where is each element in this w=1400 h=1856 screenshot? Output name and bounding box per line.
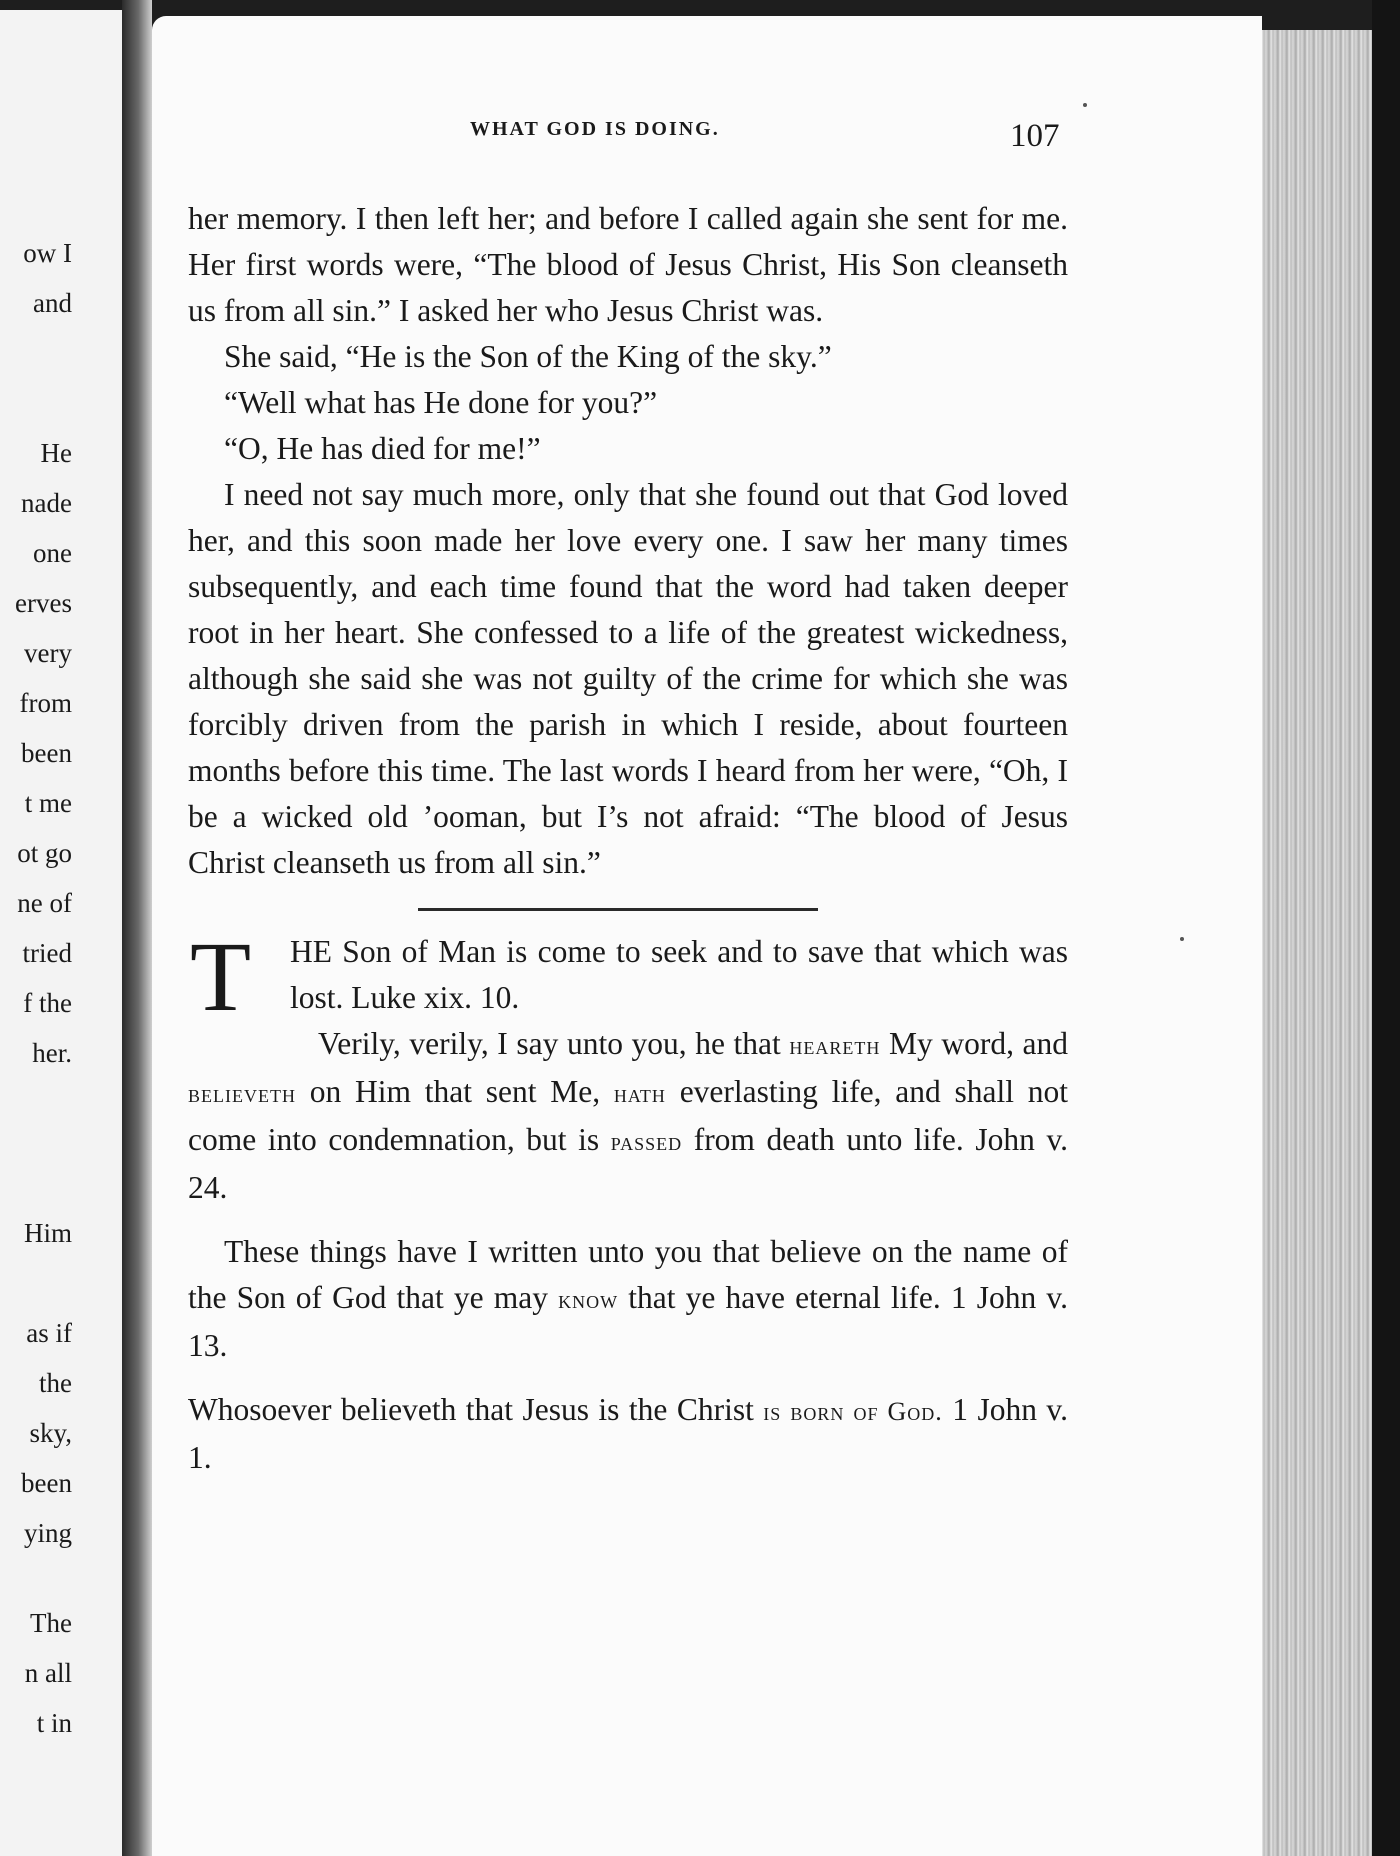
page-number: 107 (1010, 118, 1060, 154)
emphasis: is born of God. (763, 1397, 943, 1426)
emphasis: passed (610, 1127, 683, 1156)
facing-page-fragment: and (33, 288, 72, 318)
facing-page-fragment: erves (15, 588, 72, 618)
facing-page-fragment: been (21, 1468, 72, 1498)
facing-page-fragment: nade (21, 488, 72, 518)
facing-page-fragment: from (19, 688, 72, 718)
paragraph: her memory. I then left her; and before I called again she sent for me. Her first words were, “The blood of Jesus Christ, His Son cleanseth us from all sin.” I asked her who Jesus Christ was. (188, 201, 1068, 328)
facing-page-fragment: very (24, 638, 72, 668)
facing-page-fragment: as if (26, 1318, 72, 1348)
facing-page-fragment: f the (23, 988, 72, 1018)
facing-page-fragment: n all (24, 1658, 72, 1688)
paragraph: She said, “He is the Son of the King of the sky.” (224, 339, 832, 374)
verse-reference: 1 John v. 1. (188, 1392, 1069, 1475)
facing-page-fragment: tried (22, 938, 72, 968)
verse: These things have I written unto you that believe on the name of the Son of God that ye may know that ye have eternal life. 1 John v. 13. (188, 1234, 1069, 1363)
emphasis: heareth (789, 1031, 881, 1060)
facing-page-fragment: t me (24, 788, 72, 818)
facing-page-fragment: one (33, 538, 72, 568)
verse: Verily, verily, I say unto you, he that heareth My word, and believeth on Him that sent Me, hath everlasting life, and shall not come into condemnation, but is passed from death unto life. John v. 24. (188, 1026, 1069, 1205)
facing-page-fragment: the (39, 1368, 72, 1398)
page-edges (1262, 30, 1372, 1856)
paragraph: “O, He has died for me!” (224, 431, 541, 466)
verse-reference: Luke xix. 10. (351, 980, 520, 1015)
book-gutter (122, 0, 152, 1856)
speck (1180, 937, 1184, 941)
emphasis: hath (613, 1079, 666, 1108)
speck (1083, 103, 1087, 107)
facing-page-fragment: been (21, 738, 72, 768)
verse-reference: 1 John v. 13. (188, 1280, 1069, 1363)
drop-cap: T (190, 921, 252, 1032)
facing-page-fragment: ying (23, 1518, 72, 1548)
emphasis: believeth (188, 1079, 296, 1108)
paragraph: I need not say much more, only that she found out that God loved her, and this soon made her love every one. I saw her many times subsequently, and each time found that the word had taken deeper root in her heart. She confessed to a life of the greatest wickedness, although she said she was not guilty of the crime for which she was forcibly driven from the parish in which I reside, about fourteen months before this time. The last words I heard from her were, “Oh, I be a wicked old ’ooman, but I’s not afraid: “The blood of Jesus Christ cleanseth us from all sin.” (188, 477, 1068, 880)
section-divider (418, 908, 818, 911)
facing-page-fragment: sky, (29, 1418, 72, 1448)
facing-page (0, 10, 122, 1856)
verse: Whosoever believeth that Jesus is the Christ is born of God. 1 John v. 1. (188, 1392, 1069, 1475)
page-body (188, 196, 1068, 1481)
verse-text: HE Son of Man is come to seek and to save that which was lost. (290, 934, 1068, 1015)
facing-page-fragment: t in (36, 1708, 72, 1738)
verse (290, 929, 1068, 1021)
facing-page-fragment: He (40, 438, 72, 468)
facing-page-fragment: Him (23, 1218, 72, 1248)
facing-page-fragment: ne of (17, 888, 72, 918)
emphasis: know (558, 1285, 619, 1314)
verse-block (188, 921, 1068, 1032)
paragraph: “Well what has He done for you?” (224, 385, 658, 420)
running-head: WHAT GOD IS DOING. (470, 118, 720, 140)
facing-page-fragment: The (30, 1608, 72, 1638)
book-cover-edge (1372, 0, 1400, 1856)
verse-reference: John v. 24. (188, 1122, 1069, 1205)
facing-page-fragment: ot go (17, 838, 72, 868)
facing-page-fragment: her. (32, 1038, 72, 1068)
facing-page-fragment: ow I (23, 238, 72, 268)
